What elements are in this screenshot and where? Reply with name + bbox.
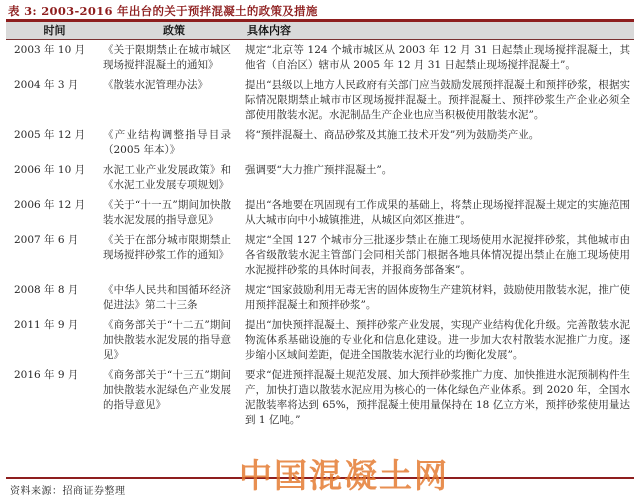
cell-content: 规定“国家鼓励利用无毒无害的固体废物生产建筑材料，鼓励使用散装水泥，推广使用预拌混凝土和预拌砂浆”。	[245, 284, 630, 311]
table-title: 表 3: 2003-2016 年出台的关于预拌混凝土的政策及措施	[8, 4, 318, 18]
cell-time: 2008 年 8 月	[14, 284, 79, 296]
cell-time: 2005 年 12 月	[14, 129, 86, 141]
cell-policy: 《产业结构调整指导目录（2005 年本）》	[103, 129, 231, 156]
table-row	[8, 280, 632, 315]
table-row	[8, 75, 632, 125]
table-row	[8, 40, 632, 75]
cell-time: 2003 年 10 月	[14, 44, 86, 56]
cell-policy: 水泥工业产业发展政策》和《水泥工业发展专项规划》	[103, 164, 231, 191]
cell-policy: 《商务部关于“十二五”期间加快散装水泥发展的指导意见》	[103, 319, 231, 361]
table-header-row	[6, 22, 634, 39]
cell-time: 2007 年 6 月	[14, 234, 79, 246]
cell-policy: 《商务部关于“十三五”期间加快散装水泥绿色产业发展的指导意见》	[103, 369, 231, 411]
cell-content: 提出“加快预拌混凝土、预拌砂浆产业发展，实现产业结构优化升级。完善散装水泥物流体系基础设施的专业化和信息化建设。进一步加大农村散装水泥推广力度。逐步缩小区域间差距，促进全国散装水泥行业的均衡化发展”。	[245, 319, 630, 361]
table-row	[8, 230, 632, 280]
cell-time: 2016 年 9 月	[14, 369, 79, 381]
table-row	[8, 160, 632, 195]
cell-content: 强调要“大力推广预拌混凝土”。	[245, 164, 393, 176]
column-header-content: 具体内容	[247, 24, 291, 38]
source-note: 资料来源：招商证券整理	[10, 486, 126, 497]
table-row	[8, 125, 632, 160]
cell-time: 2006 年 12 月	[14, 199, 86, 211]
cell-content: 提出“各地要在巩固现有工作成果的基础上，将禁止现场搅拌混凝土规定的实施范围从大城市向中小城镇推进，从城区向郊区推进”。	[245, 199, 630, 226]
cell-policy: 《散装水泥管理办法》	[103, 79, 208, 91]
cell-content: 要求“促进预拌混凝土规范发展、加大预拌砂浆推广力度、加快推进水泥预制构件生产，加快打造以散装水泥应用为核心的一体化绿色产业体系。到 2020 年，全国水泥散装率将达到 65%，预拌混凝土使用量保持在 18 亿立方米，预拌砂浆使用量达到 1 亿吨。”	[245, 369, 630, 426]
column-header-policy: 政策	[163, 24, 185, 38]
site-watermark: 中国混凝土网	[239, 456, 449, 495]
cell-policy: 《关于在部分城市限期禁止现场搅拌砂浆工作的通知》	[103, 234, 231, 261]
cell-time: 2004 年 3 月	[14, 79, 79, 91]
cell-time: 2006 年 10 月	[14, 164, 86, 176]
cell-content: 规定“北京等 124 个城市城区从 2003 年 12 月 31 日起禁止现场搅拌混凝土，其他省（自治区）辖市从 2005 年 12 月 31 日起禁止现场搅拌混凝土”。	[245, 44, 630, 71]
cell-content: 将“预拌混凝土、商品砂浆及其施工技术开发”列为鼓励类产业。	[245, 129, 540, 141]
cell-time: 2011 年 9 月	[14, 319, 79, 331]
cell-content: 提出“县级以上地方人民政府有关部门应当鼓励发展预拌混凝土和预拌砂浆，根据实际情况限期禁止城市市区现场搅拌混凝土。预拌混凝土、预拌砂浆生产企业必须全部使用散装水泥。水泥制品生产企业也应当积极使用散装水泥”。	[245, 79, 630, 121]
table-row	[8, 315, 632, 365]
cell-content: 规定“全国 127 个城市分三批逐步禁止在施工现场使用水泥搅拌砂浆，其他城市由各省级散装水泥主管部门会同相关部门根据各地具体情况提出禁止在施工现场使用水泥搅拌砂浆的具体时间表，并报商务部备案”。	[245, 234, 630, 276]
table-row	[8, 365, 632, 430]
table-body	[8, 40, 632, 477]
cell-policy: 《关于“十一五”期间加快散装水泥发展的指导意见》	[103, 199, 231, 226]
column-header-time: 时间	[43, 24, 66, 38]
cell-policy: 《关于限期禁止在城市城区现场搅拌混凝土的通知》	[103, 44, 231, 71]
table-row	[8, 195, 632, 230]
cell-policy: 《中华人民共和国循环经济促进法》第二十三条	[103, 284, 231, 311]
divider-bottom	[6, 477, 634, 479]
